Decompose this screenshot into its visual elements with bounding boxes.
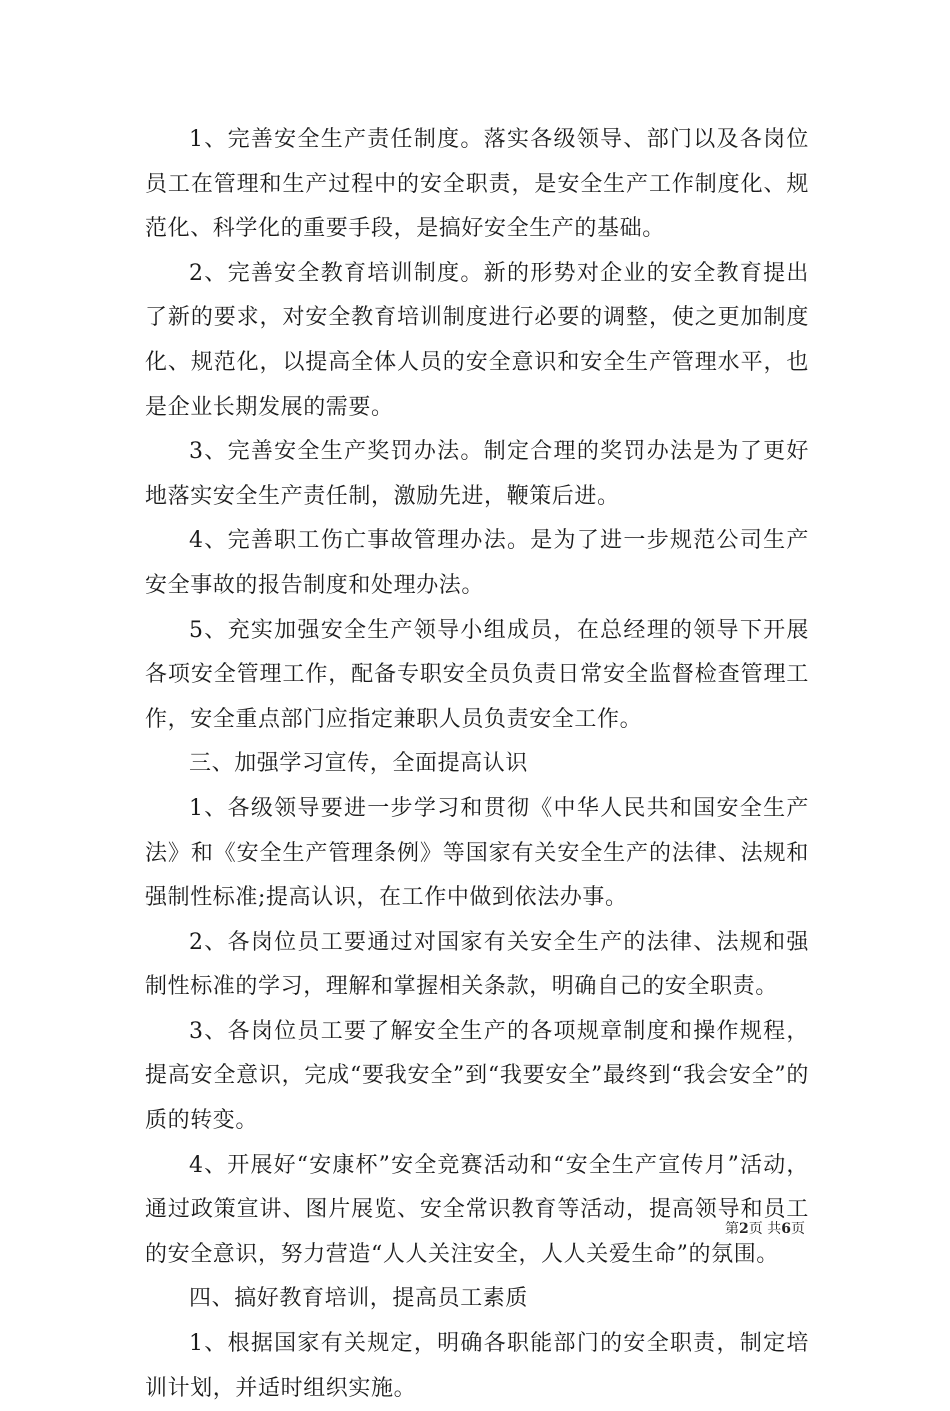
footer-current-page: 2 xyxy=(739,1221,749,1237)
paragraph: 2、完善安全教育培训制度。新的形势对企业的安全教育提出了新的要求，对安全教育培训制度进行必要的调整，使之更加制度化、规范化，以提高全体人员的安全意识和安全生产管理水平，也是企业长期发展的需要。 xyxy=(145,260,809,420)
paragraph: 3、完善安全生产奖罚办法。制定合理的奖罚办法是为了更好地落实安全生产责任制，激励先进，鞭策后进。 xyxy=(145,439,809,509)
paragraph: 1、根据国家有关规定，明确各职能部门的安全职责，制定培训计划，并适时组织实施。 xyxy=(145,1331,809,1401)
paragraph: 1、完善安全生产责任制度。落实各级领导、部门以及各岗位员工在管理和生产过程中的安全职责，是安全生产工作制度化、规范化、科学化的重要手段，是搞好安全生产的基础。 xyxy=(145,127,809,242)
section-heading: 四、搞好教育培训，提高员工素质 xyxy=(189,1286,529,1312)
document-body xyxy=(145,118,809,1411)
page-footer xyxy=(725,1218,805,1238)
footer-suffix: 页 xyxy=(791,1221,805,1237)
paragraph: 2、各岗位员工要通过对国家有关安全生产的法律、法规和强制性标准的学习，理解和掌握相关条款，明确自己的安全职责。 xyxy=(145,929,809,1000)
footer-prefix: 第 xyxy=(725,1221,740,1237)
footer-total-pages: 6 xyxy=(781,1221,791,1237)
paragraph: 4、完善职工伤亡事故管理办法。是为了进一步规范公司生产安全事故的报告制度和处理办法。 xyxy=(145,528,809,598)
footer-middle: 页 共 xyxy=(748,1221,782,1237)
paragraph: 5、充实加强安全生产领导小组成员，在总经理的领导下开展各项安全管理工作，配备专职安全员负责日常安全监督检查管理工作，安全重点部门应指定兼职人员负责安全工作。 xyxy=(145,617,809,732)
section-heading: 三、加强学习宣传，全面提高认识 xyxy=(189,751,529,777)
paragraph: 3、各岗位员工要了解安全生产的各项规章制度和操作规程，提高安全意识，完成“要我安全”到“我要安全”最终到“我会安全”的质的转变。 xyxy=(145,1018,809,1134)
paragraph: 1、各级领导要进一步学习和贯彻《中华人民共和国安全生产法》和《安全生产管理条例》等国家有关安全生产的法律、法规和强制性标准;提高认识，在工作中做到依法办事。 xyxy=(145,795,809,911)
paragraph: 4、开展好“安康杯”安全竞赛活动和“安全生产宣传月”活动，通过政策宣讲、图片展览、安全常识教育等活动，提高领导和员工的安全意识，努力营造“人人关注安全，人人关爱生命”的氛围。 xyxy=(145,1152,809,1267)
